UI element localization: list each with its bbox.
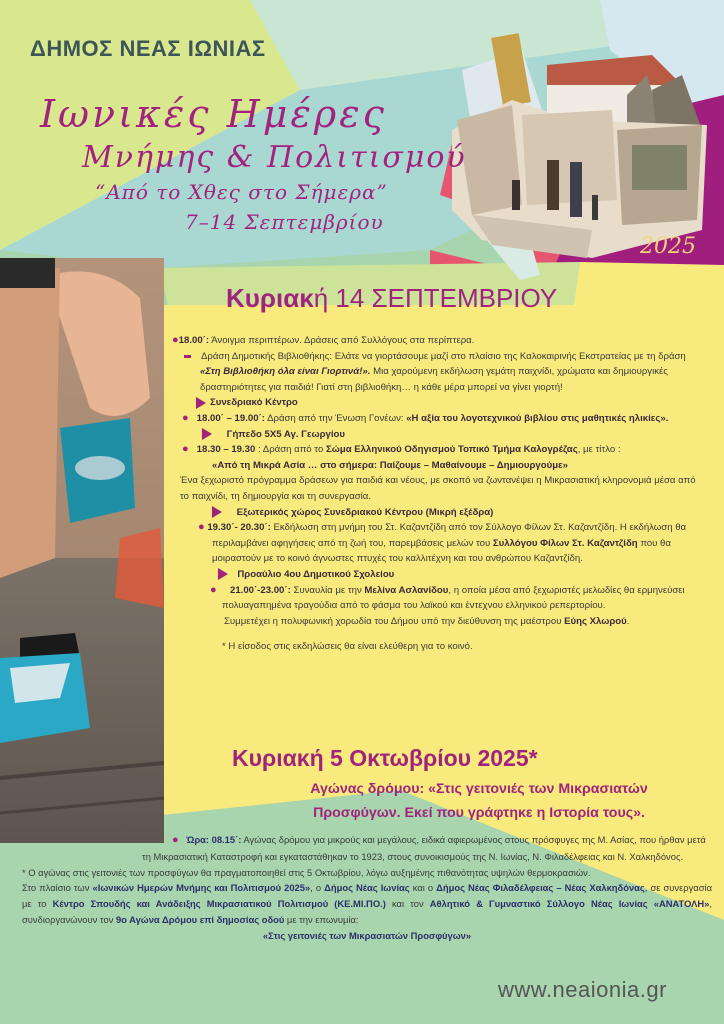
program-item-title: [172, 458, 697, 474]
race-details: [22, 832, 712, 944]
race-title-line1: Αγώνας δρόμου: «Στις γειτονιές των Μικρασιατών: [310, 781, 648, 797]
play-triangle-icon: [202, 428, 212, 440]
runner-photo: [0, 258, 164, 843]
heading-bold-part: Κυριακ: [226, 283, 314, 313]
item-bold: «Από τη Μικρά Ασία … στο σήμερα: Παίζουμε – Μαθαίνουμε – Δημιουργούμε»: [212, 459, 568, 471]
venue-name: Γήπεδο 5Χ5 Αγ. Γεωργίου: [226, 428, 345, 440]
play-triangle-icon: [212, 506, 222, 518]
item-text: , η οποία μέσα από ξεχωριστές μελωδίες θα ερμηνεύσει πολυαγαπημένα τραγούδια από το φάσμα του λαϊκού και έντεχνου ελληνικού ρεπερτορίου.: [222, 584, 685, 612]
item-text: .: [626, 615, 630, 627]
event-dates: 7–14 Σεπτεμβρίου: [185, 210, 384, 234]
year-badge: 2025: [640, 234, 696, 259]
organizers-paragraph: Στο πλαίσιο των «Ιωνικών Ημερών Μνήμης και Πολιτισμού 2025», ο Δήμος Νέας Ιωνίας και ο Δήμος Νέας Φιλαδέλφειας – Νέας Χαλκηδόνας, σε συνεργασία με το Κέντρο Σπουδής και Ανάδειξης Μικρασιατικού Πολιτισμού (ΚΕ.ΜΙ.ΠΟ.) και τον Αθλητικό & Γυμναστικό Σύλλογο Νέας Ιωνίας «ΑΝΑΤΟΛΗ», συνδιοργανώνουν τον 9ο Αγώνα Δρόμου επί δημοσίας οδού με την επωνυμία:: [22, 882, 712, 925]
old-town-collage-photo: [452, 30, 707, 258]
bullet-icon: ●: [172, 334, 179, 346]
item-text: Δράση Δημοτικής Βιβλιοθήκης: Ελάτε να γιορτάσουμε μαζί στο πλαίσιο της Καλοκαιρινής Εκστρατείας με τη δράση: [201, 350, 686, 362]
item-text: Εκδήλωση στη μνήμη του Στ. Καζαντζίδη από τον Σύλλογο Φίλων Στ. Καζαντζίδη. Η εκδήλωση θα περιλαμβάνει αφηγήσεις από τη ζωή του, παρεμβάσεις μελών του: [212, 522, 687, 549]
bullet-icon: ●: [182, 443, 189, 456]
race-title: [244, 777, 714, 825]
item-text: Συμμετέχει η πολυφωνική χορωδία του Δήμου υπό την διεύθυνση της μαέστρου: [224, 615, 565, 627]
race-name-text: «Στις γειτονιές των Μικρασιατών Προσφύγων»: [262, 929, 472, 941]
venue: [172, 427, 697, 443]
play-triangle-icon: [218, 568, 228, 580]
venue: [172, 567, 697, 583]
item-text: , με τίτλο :: [577, 444, 621, 456]
event-title-line1: Ιωνικές Ημέρες: [40, 92, 387, 136]
item-bold: Μελίνα Ασλανίδου: [364, 584, 449, 596]
sunday-september-heading: [226, 283, 557, 314]
item-text: : Δράση από το: [255, 444, 326, 456]
race-time-item: [22, 832, 712, 865]
venue: [172, 505, 697, 521]
item-time: 21.00΄-23.00΄:: [229, 584, 291, 596]
item-text: Μια χαρούμενη εκδήλωση γεμάτη παιχνίδι, χρώματα και δημιουργικές δραστηριότητες για παιδιά! Γιατί στη βιβλιοθήκη… η κάθε μέρα μπορεί να γίνει γιορτή!: [200, 366, 668, 393]
website-link[interactable]: www.neaionia.gr: [498, 977, 667, 1002]
item-text: Δράση από την Ένωση Γονέων:: [264, 412, 407, 424]
item-text: Άνοιγμα περιπτέρων. Δράσεις από Συλλόγους στα περίπτερα.: [209, 335, 475, 346]
program-item: [172, 614, 697, 630]
item-bold: «Η αξία του λογοτεχνικού βιβλίου στις μαθητικές ηλικίες».: [406, 412, 669, 424]
dash-icon: [184, 355, 191, 358]
item-bold: Συλλόγου Φίλων Στ. Καζαντζίδη: [492, 537, 638, 549]
play-triangle-icon: [196, 397, 206, 409]
venue-name: Προαύλιο 4ου Δημοτικού Σχολείου: [237, 568, 395, 580]
venue-name: Εξωτερικός χώρος Συνεδριακού Κέντρου (Μικρή εξέδρα): [236, 506, 494, 518]
item-bold: Εύης Χλωρού: [564, 615, 627, 627]
organization-name: ΔΗΜΟΣ ΝΕΑΣ ΙΩΝΙΑΣ: [30, 36, 266, 61]
item-text: Συναυλία με την: [290, 584, 365, 596]
race-title-line2: Προσφύγων. Εκεί που γράφτηκε η Ιστορία τους».: [313, 805, 645, 821]
program-item: [172, 411, 697, 427]
race-time: Ώρα: 08.15΄:: [186, 834, 242, 845]
program-item: [172, 442, 697, 458]
item-time: 18.00΄ – 19.00΄:: [196, 412, 265, 424]
bullet-icon: ●: [198, 521, 205, 534]
item-text: που θα μοιραστούν με το κοινό άγνωστες πτυχές του καλλιτέχνη και του ανθρώπου Καζαντζίδη.: [212, 537, 671, 565]
item-bold: Σώμα Ελληνικού Οδηγισμού Τοπικό Τμήμα Καλογρέζας: [325, 444, 578, 456]
bullet-icon: ●: [210, 583, 217, 596]
race-description: Αγώνας δρόμου για μικρούς και μεγάλους, ειδικά αφιερωμένος στους πρόσφυγες της Μ. Ασίας, που ήρθαν μετά τη Μικρασιατική Καταστροφή και εγκαταστάθηκαν το 1923, στους συνοικισμούς της Ν. Ιωνίας, Ν. Φιλαδέλφειας και Ν. Χαλκηδόνος.: [142, 834, 706, 862]
item-bold: «Στη Βιβλιοθήκη όλα είναι Γιορτινά!».: [200, 366, 371, 378]
free-entry-note: * Η είσοδος στις εκδηλώσεις θα είναι ελεύθερη για το κοινό.: [222, 641, 473, 653]
item-time: 19.30΄- 20.30΄:: [207, 522, 271, 534]
bullet-icon: ●: [182, 411, 189, 424]
item-time: 18.00΄:: [178, 335, 210, 346]
event-title-line2: Μνήμης & Πολιτισμού: [82, 140, 467, 175]
venue: [172, 395, 697, 411]
program-item: [172, 349, 697, 396]
sunday-october-heading: Κυριακή 5 Οκτωβρίου 2025*: [232, 745, 538, 771]
event-subtitle: “Από το Χθες στο Σήμερα”: [95, 180, 388, 204]
program-description: Ένα ξεχωριστό πρόγραμμα δράσεων για παιδιά και νέους, με σκοπό να ζωντανέψει η Μικρασιατική κληρονομιά μέσα από το παιχνίδι, τη δημιουργία και τη συνεργασία.: [180, 475, 696, 502]
venue-name: Συνεδριακό Κέντρο: [210, 397, 298, 409]
program-item: [172, 583, 697, 614]
september-program: [172, 333, 697, 655]
postpone-note: * Ο αγώνας στις γειτονιές των προσφύγων θα πραγματοποιηθεί στις 5 Οκτωβρίου, λόγω αυξημένης πιθανότητας υψηλών θερμοκρασιών.: [22, 866, 591, 878]
race-name: [22, 928, 712, 944]
program-item: [172, 333, 697, 349]
item-time: 18.30 – 19.30: [196, 444, 256, 456]
heading-rest-part: ή 14 ΣΕΠΤΕΜΒΡΙΟΥ: [313, 283, 558, 313]
program-item: [172, 520, 697, 567]
bullet-icon: ●: [172, 834, 179, 846]
